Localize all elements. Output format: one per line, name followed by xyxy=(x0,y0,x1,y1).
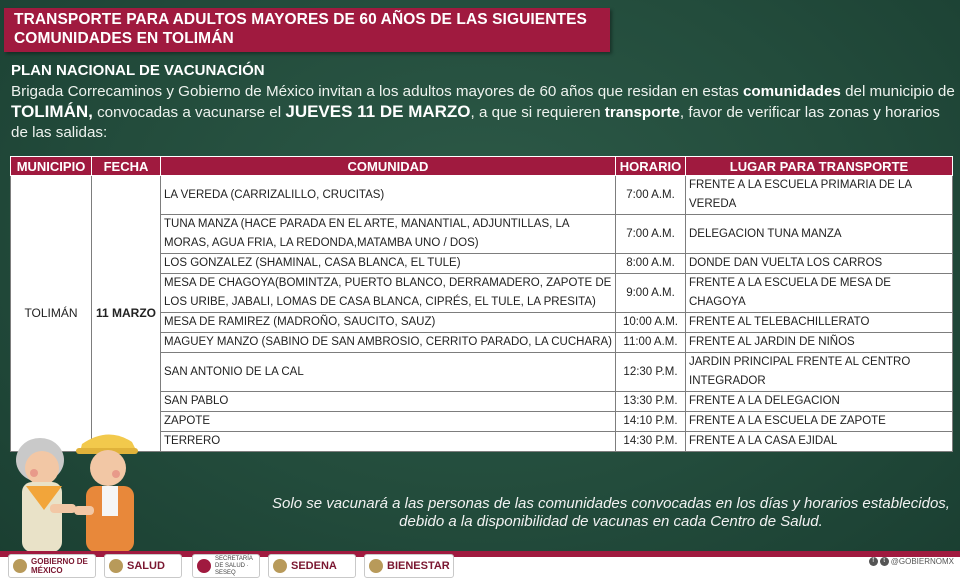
logo-label: SALUD xyxy=(127,560,165,572)
headline-line-1: TRANSPORTE PARA ADULTOS MAYORES DE 60 AÑOS DE LAS SIGUIENTES xyxy=(14,11,587,28)
comunidad-cell: MESA DE CHAGOYA(BOMINTZA, PUERTO BLANCO, DERRAMADERO, ZAPOTE DE LOS URIBE, JABALI, LOMAS DE CASA BLANCA, CIPRÉS, EL TULE, LA PRESITA) xyxy=(161,274,616,313)
comunidad-cell: SAN ANTONIO DE LA CAL xyxy=(161,353,616,392)
lugar-cell: DONDE DAN VUELTA LOS CARROS xyxy=(686,254,953,274)
eagle-seal-icon xyxy=(369,559,383,573)
horario-cell: 7:00 A.M. xyxy=(616,176,686,215)
intro-text-5: , favor de verificar las zonas y horarios de las salidas: xyxy=(11,104,940,141)
header-municipio: MUNICIPIO xyxy=(11,157,92,176)
logo-label: BIENESTAR xyxy=(387,560,450,572)
eagle-seal-icon xyxy=(109,559,123,573)
intro-text-3: convocadas a vacunarse el xyxy=(92,104,286,121)
logo-label: SECRETARÍA DE SALUD · SESEQ xyxy=(215,555,253,576)
headline-line-2: COMUNIDADES EN TOLIMÁN xyxy=(14,29,234,47)
lugar-cell: FRENTE A LA ESCUELA DE MESA DE CHAGOYA xyxy=(686,274,953,313)
lugar-cell: FRENTE A LA CASA EJIDAL xyxy=(686,432,953,452)
horario-cell: 8:00 A.M. xyxy=(616,254,686,274)
intro-paragraph xyxy=(11,82,956,143)
intro-bold-transporte: transporte xyxy=(604,104,680,121)
social-handle xyxy=(869,557,954,566)
header-horario: HORARIO xyxy=(616,157,686,176)
logo-label: GOBIERNO DE MÉXICO xyxy=(31,557,88,575)
bienestar-logo xyxy=(364,554,454,578)
header-fecha: FECHA xyxy=(92,157,161,176)
intro-text-4: , a que si requieren xyxy=(470,104,605,121)
header-lugar: LUGAR PARA TRANSPORTE xyxy=(686,157,953,176)
state-seal-icon xyxy=(197,559,211,573)
intro-text-1: Brigada Correcaminos y Gobierno de México invitan a los adultos mayores de 60 años que residan en estas xyxy=(11,83,743,100)
eagle-seal-icon xyxy=(273,559,287,573)
comunidad-cell: MESA DE RAMIREZ (MADROÑO, SAUCITO, SAUZ) xyxy=(161,313,616,333)
salud-logo xyxy=(104,554,182,578)
horario-cell: 14:10 P.M. xyxy=(616,412,686,432)
lugar-cell: JARDIN PRINCIPAL FRENTE AL CENTRO INTEGRADOR xyxy=(686,353,953,392)
lugar-cell: DELEGACION TUNA MANZA xyxy=(686,215,953,254)
comunidad-cell: ZAPOTE xyxy=(161,412,616,432)
intro-bold-comunidades: comunidades xyxy=(742,83,841,100)
lugar-cell: FRENTE A LA DELEGACION xyxy=(686,392,953,412)
facebook-icon: f xyxy=(869,557,878,566)
horario-cell: 7:00 A.M. xyxy=(616,215,686,254)
horario-cell: 12:30 P.M. xyxy=(616,353,686,392)
twitter-icon: t xyxy=(880,557,889,566)
intro-text-2: del municipio de xyxy=(840,83,955,100)
intro-bold-toliman: TOLIMÁN, xyxy=(11,102,93,121)
elderly-couple-illustration xyxy=(4,420,174,552)
intro-bold-date: JUEVES 11 DE MARZO xyxy=(285,102,471,121)
schedule-table xyxy=(10,156,953,452)
headline-banner xyxy=(4,8,610,52)
table-header-row xyxy=(11,157,953,176)
fecha-cell: 11 MARZO xyxy=(92,176,161,452)
lugar-cell: FRENTE A LA ESCUELA DE ZAPOTE xyxy=(686,412,953,432)
logo-label: SEDENA xyxy=(291,560,337,572)
plan-title: PLAN NACIONAL DE VACUNACIÓN xyxy=(11,62,265,79)
sedena-logo xyxy=(268,554,356,578)
header-comunidad: COMUNIDAD xyxy=(161,157,616,176)
disclaimer-note: Solo se vacunará a las personas de las comunidades convocadas en los días y horarios establecidos, debido a la disponibilidad de vacunas en cada Centro de Salud. xyxy=(272,495,950,530)
comunidad-cell: TERRERO xyxy=(161,432,616,452)
horario-cell: 13:30 P.M. xyxy=(616,392,686,412)
horario-cell: 10:00 A.M. xyxy=(616,313,686,333)
municipio-cell: TOLIMÁN xyxy=(11,176,92,452)
comunidad-cell: MAGUEY MANZO (SABINO DE SAN AMBROSIO, CERRITO PARADO, LA CUCHARA) xyxy=(161,333,616,353)
horario-cell: 14:30 P.M. xyxy=(616,432,686,452)
comunidad-cell: LOS GONZALEZ (SHAMINAL, CASA BLANCA, EL TULE) xyxy=(161,254,616,274)
gobierno-de-mexico-logo xyxy=(8,554,96,578)
comunidad-cell: LA VEREDA (CARRIZALILLO, CRUCITAS) xyxy=(161,176,616,215)
lugar-cell: FRENTE AL TELEBACHILLERATO xyxy=(686,313,953,333)
lugar-cell: FRENTE A LA ESCUELA PRIMARIA DE LA VEREDA xyxy=(686,176,953,215)
comunidad-cell: SAN PABLO xyxy=(161,392,616,412)
comunidad-cell: TUNA MANZA (HACE PARADA EN EL ARTE, MANANTIAL, ADJUNTILLAS, LA MORAS, AGUA FRIA, LA REDONDA,MATAMBA UNO / DOS) xyxy=(161,215,616,254)
footer-logos-bar xyxy=(0,551,960,578)
horario-cell: 11:00 A.M. xyxy=(616,333,686,353)
horario-cell: 9:00 A.M. xyxy=(616,274,686,313)
lugar-cell: FRENTE AL JARDIN DE NIÑOS xyxy=(686,333,953,353)
eagle-seal-icon xyxy=(13,559,27,573)
table-row xyxy=(11,176,953,215)
social-handle-text: @GOBIERNOMX xyxy=(890,557,954,566)
seseq-logo xyxy=(192,554,260,578)
